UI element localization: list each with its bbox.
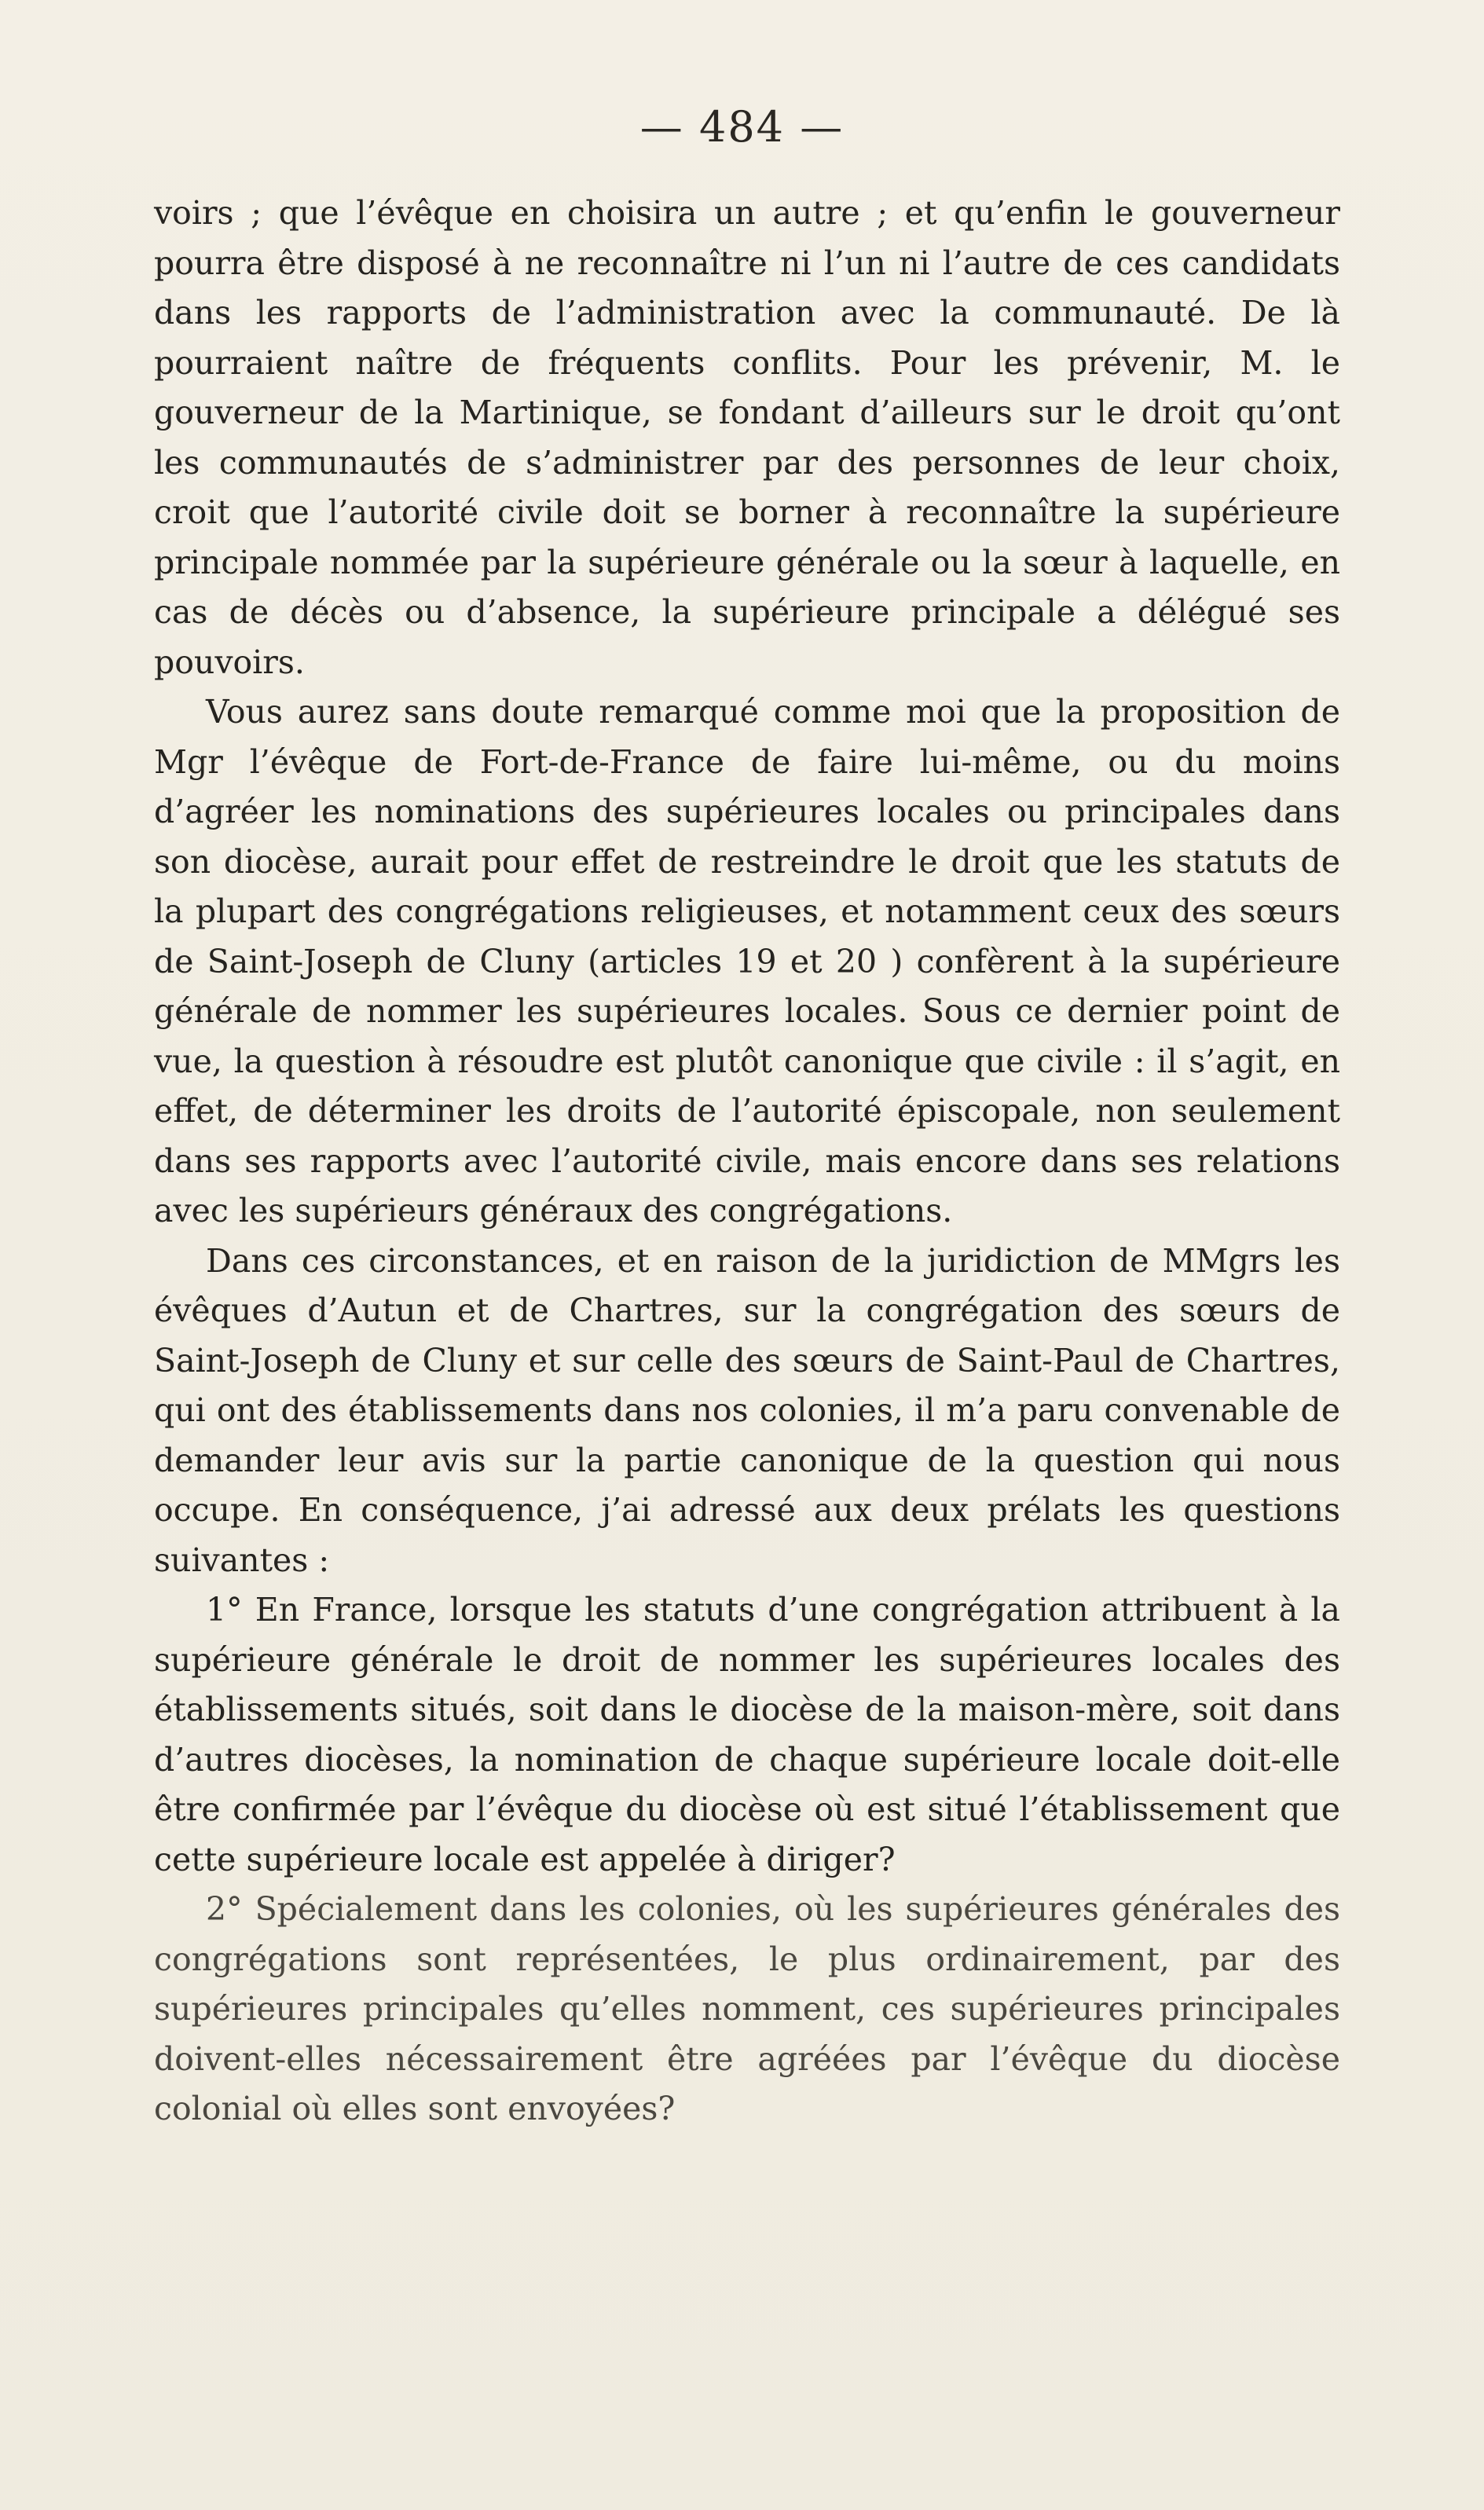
paragraph-proposition: Vous aurez sans doute remarqué comme moi que la proposition de Mgr l’évêque de Fort-de-France de faire lui-même, ou du moins d’agréer les nominations des supérieures locales ou principales dans son diocèse, aurait pour effet de restreindre le droit que les statuts de la plupart des congrégations religieuses, et notamment ceux des sœurs de Saint-Joseph de Cluny (articles 19 et 20 ) confèrent à la supérieure générale de nommer les supérieures locales. Sous ce dernier point de vue, la question à résoudre est plutôt canonique que civile : il s’agit, en effet, de déterminer les droits de l’autorité épiscopale, non seulement dans ses rapports avec l’autorité civile, mais encore dans ses relations avec les supérieurs généraux des congrégations. bbox=[154, 693, 1340, 1229]
paragraph-question-2: 2° Spécialement dans les colonies, où les supérieures générales des congrégations sont représentées, le plus ordinairement, par des supérieures principales qu’elles nomment, ces supérieures principales doivent-elles nécessairement être agréées par l’évêque du diocèse colonial où elles sont envoyées? bbox=[154, 1890, 1340, 2127]
page-number: — 484 — bbox=[639, 102, 845, 152]
body-text bbox=[154, 189, 1340, 2134]
paragraph-continuation: voirs ; que l’évêque en choisira un autre ; et qu’enfin le gouverneur pourra être disposé à ne reconnaître ni l’un ni l’autre de ces candidats dans les rapports de l’administration avec la communauté. De là pourraient naître de fréquents conflits. Pour les prévenir, M. le gouverneur de la Martinique, se fondant d’ailleurs sur le droit qu’ont les communautés de s’administrer par des personnes de leur choix, croit que l’autorité civile doit se borner à reconnaître la supérieure principale nommée par la supérieure générale ou la sœur à laquelle, en cas de décès ou d’absence, la supérieure principale a délégué ses pouvoirs. bbox=[154, 194, 1340, 681]
paragraph-question-1: 1° En France, lorsque les statuts d’une congrégation attribuent à la supérieure générale le droit de nommer les supérieures locales des établissements situés, soit dans le diocèse de la maison-mère, soit dans d’autres diocèses, la nomination de chaque supérieure locale doit-elle être confirmée par l’évêque du diocèse où est situé l’établissement que cette supérieure locale est appelée à diriger? bbox=[154, 1591, 1340, 1878]
paragraph-circumstances: Dans ces circonstances, et en raison de la juridiction de MMgrs les évêques d’Autun et de Chartres, sur la congrégation des sœurs de Saint-Joseph de Cluny et sur celle des sœurs de Saint-Paul de Chartres, qui ont des établissements dans nos colonies, il m’a paru convenable de demander leur avis sur la partie canonique de la question qui nous occupe. En conséquence, j’ai adressé aux deux prélats les questions suivantes : bbox=[154, 1241, 1340, 1579]
